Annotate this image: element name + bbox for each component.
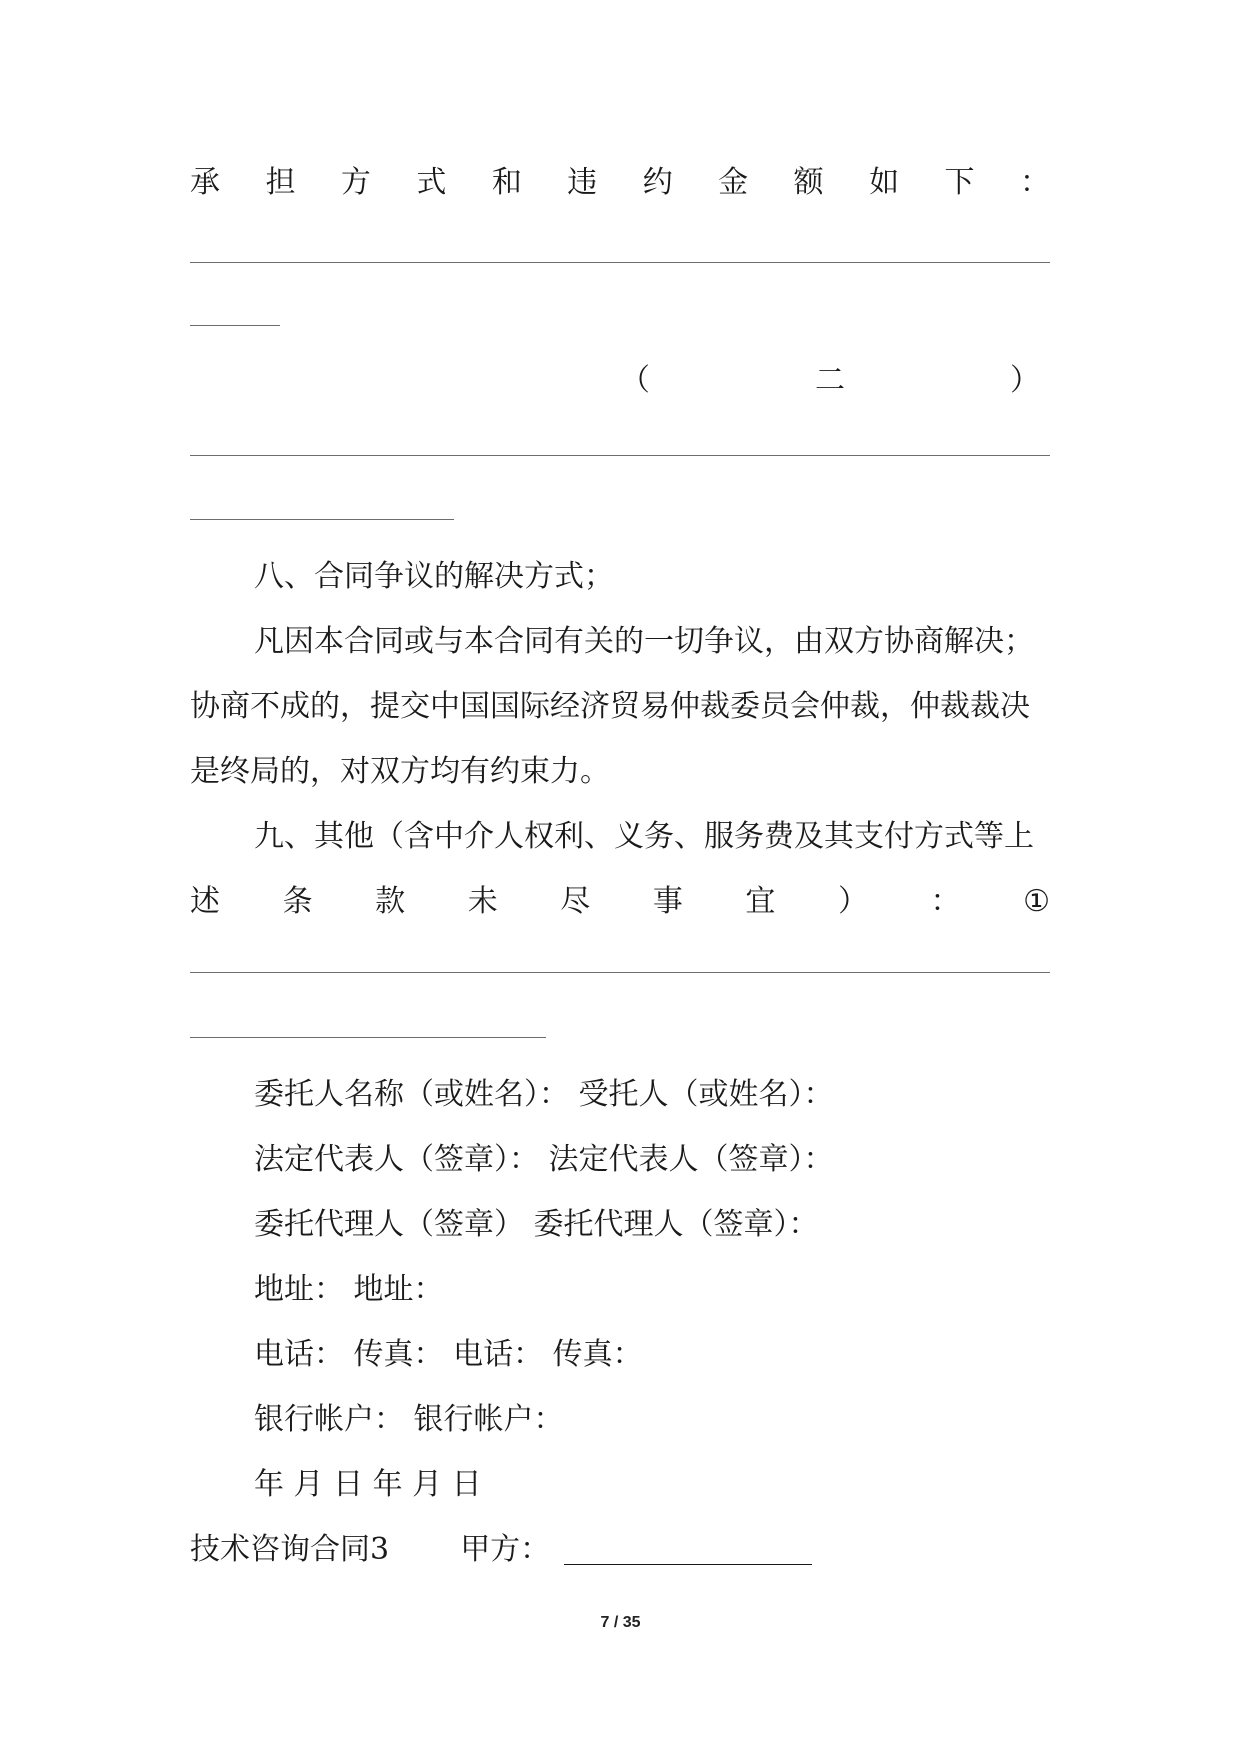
char: 述: [190, 884, 220, 919]
party-a-blank: [564, 1538, 812, 1565]
blank-rule: [190, 972, 1050, 973]
char: 下: [944, 165, 975, 200]
char: 如: [869, 165, 900, 200]
char: ：: [930, 884, 961, 919]
signature-row-agent: 委托代理人（签章） 委托代理人（签章）：: [254, 1207, 819, 1242]
next-contract-header: [190, 1532, 1050, 1567]
signature-row-date: 年 月 日 年 月 日: [254, 1467, 482, 1502]
signature-row-bank: 银行帐户： 银行帐户：: [254, 1402, 564, 1437]
char: 二: [815, 363, 845, 398]
char: ：: [1019, 165, 1050, 200]
char: ）: [1010, 363, 1040, 398]
next-contract-title: 技术咨询合同3: [190, 1532, 390, 1567]
char: 未: [467, 884, 498, 919]
char: （: [620, 363, 650, 398]
blank-rule-short: [190, 325, 280, 326]
blank-rule: [190, 262, 1050, 263]
char: 条: [282, 884, 313, 919]
signature-row-legal-rep: 法定代表人（签章）： 法定代表人（签章）：: [254, 1142, 834, 1177]
char: 式: [416, 165, 447, 200]
paren-line: [620, 363, 1040, 398]
char: 方: [340, 165, 371, 200]
char: 额: [793, 165, 824, 200]
section-8-title: 八、合同争议的解决方式；: [254, 559, 614, 594]
page-number: 7 / 35: [600, 1614, 641, 1631]
blank-rule: [190, 455, 1050, 456]
char: ）: [837, 884, 868, 919]
section-9-title: 九、其他（含中介人权利、义务、服务费及其支付方式等上: [254, 819, 1034, 854]
char: 金: [718, 165, 749, 200]
char: 宜: [745, 884, 776, 919]
char: 承: [190, 165, 220, 200]
blank-rule-short: [190, 1037, 546, 1038]
char: 约: [642, 165, 673, 200]
char: 和: [491, 165, 522, 200]
char: 事: [652, 884, 683, 919]
char: 违: [567, 165, 598, 200]
party-a-label: 甲方：: [460, 1532, 551, 1567]
blank-rule-short: [190, 519, 454, 520]
paragraph-line: 凡因本合同或与本合同有关的一切争议，由双方协商解决；: [254, 624, 1034, 659]
paragraph-line: 是终局的，对双方均有约束力。: [190, 754, 610, 789]
char: 尽: [560, 884, 591, 919]
char: 担: [265, 165, 296, 200]
char: 款: [375, 884, 406, 919]
paragraph-line: 协商不成的，提交中国国际经济贸易仲裁委员会仲裁，仲裁裁决: [190, 689, 1030, 724]
char: ①: [1023, 884, 1050, 919]
signature-row-address: 地址： 地址：: [254, 1272, 444, 1307]
signature-row-name: 委托人名称（或姓名）： 受托人（或姓名）：: [254, 1077, 834, 1112]
signature-row-phone-fax: 电话： 传真： 电话： 传真：: [254, 1337, 643, 1372]
liability-line: [190, 165, 1050, 200]
section-9-line: [190, 884, 1050, 919]
